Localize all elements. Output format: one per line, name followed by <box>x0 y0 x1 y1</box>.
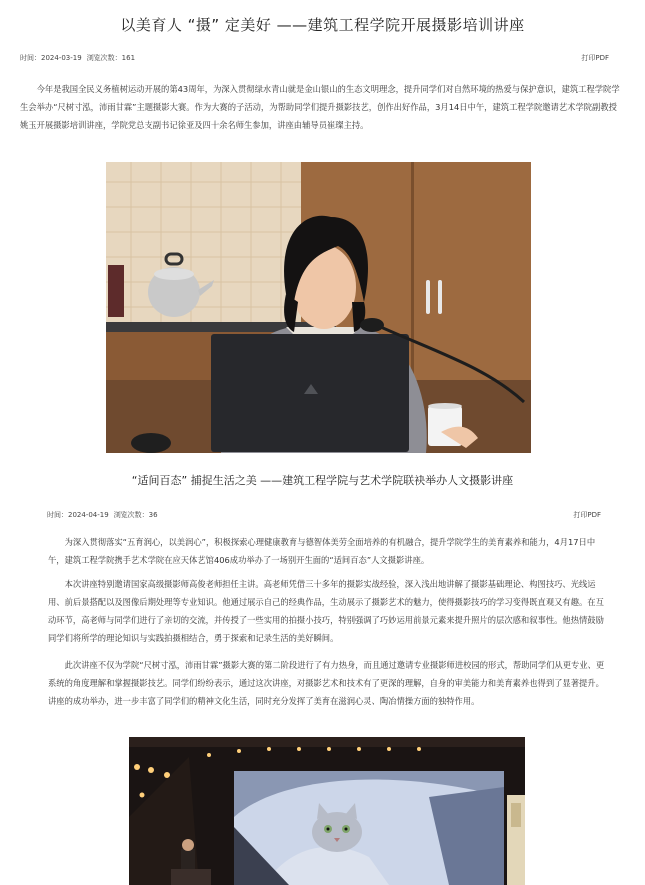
article-meta <box>47 510 163 520</box>
publish-time: 时间：2024-03-19 <box>20 54 82 62</box>
article-meta <box>20 53 140 63</box>
view-count: 浏览次数：36 <box>113 511 158 519</box>
article-paragraph: 今年是我国全民义务植树运动开展的第43周年，为深入贯彻绿水青山就是金山银山的生态文明理念，提升同学们对自然环境的热爱与保护意识，建筑工程学院学生会举办“尺树寸泓，沛雨甘霖”主题摄影大赛。作为大赛的子活动，为帮助同学们提升摄影技艺，创作出好作品，3月14日中午，建筑工程学院邀请艺术学院副教授姚玉开展摄影培训讲座，学院党总支副书记徐亚及四十余名师生参加，讲座由辅导员崔璨主持。 <box>20 84 620 130</box>
print-pdf-link[interactable]: 打印PDF <box>573 511 601 519</box>
publish-time: 时间：2024-04-19 <box>47 511 109 519</box>
article-paragraph: 此次讲座不仅为学院“尺树寸泓，沛雨甘霖”摄影大赛的第二阶段进行了有力热身，而且通过邀请专业摄影师进校园的形式，帮助同学们从更专业、更系统的角度理解和掌握摄影技艺。同学们纷纷表示，通过这次讲座，对摄影艺术和技术有了更深的理解，自身的审美能力和美育素养也得到了显著提升。讲座的成功举办，进一步丰富了同学们的精神文化生活，同时充分发挥了美育在滋润心灵、陶冶情操方面的独特作用。 <box>48 660 605 706</box>
lecture-photo <box>106 162 531 453</box>
article-title: “适间百态” 捕捉生活之美 ——建筑工程学院与艺术学院联袂举办人文摄影讲座 <box>131 474 514 487</box>
article-paragraph: 为深入贯彻落实“五育润心，以美润心”，积极探索心理健康教育与德智体美劳全面培养的有机融合，提升学院学生的美育素养和能力，4月17日中午，建筑工程学院携手艺术学院在应天体艺馆406成功举办了一场别开生面的“适间百态”人文摄影讲座。 <box>48 537 596 565</box>
article-title: 以美育人 “摄” 定美好 ——建筑工程学院开展摄影培训讲座 <box>120 16 525 34</box>
article-paragraph: 本次讲座特别邀请国家高级摄影师高俊老师担任主讲。高老师凭借三十多年的摄影实战经验，深入浅出地讲解了摄影基础理论、构图技巧、光线运用、前后景搭配以及图像后期处理等专业知识。他通过展示自己的经典作品，生动展示了摄影艺术的魅力，使得摄影技巧的学习变得既直观又有趣。在互动环节，高老师与同学们进行了亲切的交流，并传授了一些实用的拍摄小技巧，特别强调了巧妙运用前景元素来提升照片的层次感和叙事性。他热情鼓励同学们将所学的理论知识与实践拍摄相结合，勇于探索和记录生活的美好瞬间。 <box>48 579 604 643</box>
lecture-hall-photo <box>129 737 525 885</box>
view-count: 浏览次数：161 <box>86 54 136 62</box>
print-pdf-link[interactable]: 打印PDF <box>581 54 609 62</box>
